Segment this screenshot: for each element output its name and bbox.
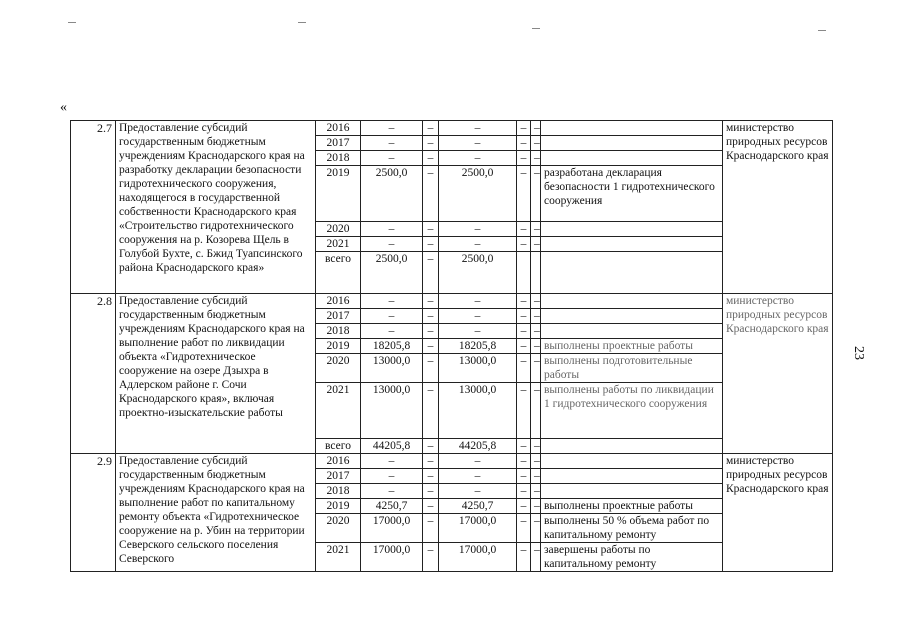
other-value: –	[531, 383, 541, 439]
result-cell: выполнены работы по ликвидации 1 гидротехнического сооружения	[541, 383, 723, 439]
other-value: –	[531, 166, 541, 222]
result-cell	[541, 294, 723, 309]
result-cell: выполнены 50 % объема работ по капитальному ремонту	[541, 514, 723, 543]
local-value: –	[517, 324, 531, 339]
local-value: –	[517, 339, 531, 354]
local-value: –	[517, 469, 531, 484]
regional-value: 4250,7	[439, 499, 517, 514]
other-value	[531, 252, 541, 294]
executor-cell: министерство природных ресурсов Краснодарского края	[723, 121, 833, 294]
year-cell: 2016	[316, 454, 361, 469]
total-value: –	[361, 294, 423, 309]
other-value: –	[531, 484, 541, 499]
local-value: –	[517, 383, 531, 439]
total-value: 4250,7	[361, 499, 423, 514]
year-cell: 2018	[316, 324, 361, 339]
federal-value: –	[423, 514, 439, 543]
activity-name: Предоставление субсидий государственным бюджетным учреждениям Краснодарского края на выполнение работ по ликвидации объекта «Гидротехническое сооружение на озере Дзыхра в Адлерском районе г. Сочи Краснодарского края», включая проектно-изыскательские работы	[116, 294, 316, 454]
other-value: –	[531, 354, 541, 383]
regional-value: 2500,0	[439, 252, 517, 294]
federal-value: –	[423, 309, 439, 324]
executor-cell: министерство природных ресурсов Краснодарского края	[723, 294, 833, 454]
activity-name: Предоставление субсидий государственным бюджетным учреждениям Краснодарского края на разработку декларации безопасности гидротехнического сооружения, находящегося в государственной собственности Краснодарского края «Строительство гидротехнического сооружения на р. Козорева Щель в Голубой Бухте, с. Бжид Туапсинского района Краснодарского края»	[116, 121, 316, 294]
scan-mark	[298, 22, 306, 23]
federal-value: –	[423, 121, 439, 136]
result-cell	[541, 252, 723, 294]
regional-value: 17000,0	[439, 543, 517, 572]
result-cell	[541, 121, 723, 136]
table-row	[71, 121, 833, 136]
year-cell: 2019	[316, 499, 361, 514]
local-value	[517, 252, 531, 294]
other-value: –	[531, 309, 541, 324]
other-value: –	[531, 499, 541, 514]
total-value: –	[361, 121, 423, 136]
federal-value: –	[423, 439, 439, 454]
regional-value: –	[439, 121, 517, 136]
federal-value: –	[423, 543, 439, 572]
regional-value: 44205,8	[439, 439, 517, 454]
result-cell	[541, 484, 723, 499]
regional-value: –	[439, 454, 517, 469]
local-value: –	[517, 151, 531, 166]
federal-value: –	[423, 454, 439, 469]
total-value: 13000,0	[361, 383, 423, 439]
year-cell: 2020	[316, 354, 361, 383]
federal-value: –	[423, 383, 439, 439]
regional-value: –	[439, 484, 517, 499]
other-value: –	[531, 439, 541, 454]
regional-value: –	[439, 222, 517, 237]
other-value: –	[531, 469, 541, 484]
year-cell: всего	[316, 252, 361, 294]
total-value: –	[361, 484, 423, 499]
year-cell: 2018	[316, 484, 361, 499]
local-value: –	[517, 543, 531, 572]
result-cell	[541, 151, 723, 166]
local-value: –	[517, 166, 531, 222]
federal-value: –	[423, 136, 439, 151]
result-cell: завершены работы по капитальному ремонту	[541, 543, 723, 572]
regional-value: 17000,0	[439, 514, 517, 543]
other-value: –	[531, 121, 541, 136]
result-cell: разработана декларация безопасности 1 гидротехнического сооружения	[541, 166, 723, 222]
total-value: –	[361, 469, 423, 484]
local-value: –	[517, 294, 531, 309]
federal-value: –	[423, 222, 439, 237]
federal-value: –	[423, 166, 439, 222]
federal-value: –	[423, 294, 439, 309]
other-value: –	[531, 237, 541, 252]
local-value: –	[517, 484, 531, 499]
total-value: –	[361, 222, 423, 237]
regional-value: 13000,0	[439, 354, 517, 383]
total-value: 2500,0	[361, 166, 423, 222]
total-value: –	[361, 324, 423, 339]
regional-value: 13000,0	[439, 383, 517, 439]
local-value: –	[517, 136, 531, 151]
local-value: –	[517, 237, 531, 252]
result-cell	[541, 469, 723, 484]
federal-value: –	[423, 354, 439, 383]
year-cell: всего	[316, 439, 361, 454]
year-cell: 2020	[316, 514, 361, 543]
total-value: 13000,0	[361, 354, 423, 383]
section-number: 2.9	[71, 454, 116, 572]
regional-value: –	[439, 151, 517, 166]
regional-value: –	[439, 469, 517, 484]
total-value: –	[361, 454, 423, 469]
result-cell	[541, 222, 723, 237]
regional-value: 2500,0	[439, 166, 517, 222]
open-quote-mark: «	[60, 100, 67, 115]
local-value: –	[517, 439, 531, 454]
other-value: –	[531, 222, 541, 237]
year-cell: 2021	[316, 237, 361, 252]
local-value: –	[517, 222, 531, 237]
result-cell: выполнены проектные работы	[541, 339, 723, 354]
result-cell	[541, 439, 723, 454]
result-cell: выполнены подготовительные работы	[541, 354, 723, 383]
section-number: 2.8	[71, 294, 116, 454]
total-value: 44205,8	[361, 439, 423, 454]
total-value: –	[361, 151, 423, 166]
local-value: –	[517, 354, 531, 383]
total-value: –	[361, 309, 423, 324]
table-row	[71, 454, 833, 469]
total-value: 18205,8	[361, 339, 423, 354]
other-value: –	[531, 339, 541, 354]
year-cell: 2017	[316, 136, 361, 151]
year-cell: 2017	[316, 469, 361, 484]
other-value: –	[531, 294, 541, 309]
year-cell: 2021	[316, 543, 361, 572]
federal-value: –	[423, 469, 439, 484]
year-cell: 2016	[316, 294, 361, 309]
year-cell: 2020	[316, 222, 361, 237]
other-value: –	[531, 454, 541, 469]
total-value: –	[361, 237, 423, 252]
scan-mark	[68, 22, 76, 23]
local-value: –	[517, 514, 531, 543]
regional-value: –	[439, 309, 517, 324]
local-value: –	[517, 121, 531, 136]
regional-value: –	[439, 237, 517, 252]
federal-value: –	[423, 484, 439, 499]
federal-value: –	[423, 339, 439, 354]
federal-value: –	[423, 151, 439, 166]
local-value: –	[517, 499, 531, 514]
activity-name: Предоставление субсидий государственным бюджетным учреждениям Краснодарского края на выполнение работ по капитальному ремонту объекта «Гидротехническое сооружение на р. Убин на территории Северского сельского поселения Северского	[116, 454, 316, 572]
total-value: 17000,0	[361, 514, 423, 543]
result-cell	[541, 454, 723, 469]
year-cell: 2018	[316, 151, 361, 166]
result-cell	[541, 237, 723, 252]
year-cell: 2019	[316, 166, 361, 222]
year-cell: 2017	[316, 309, 361, 324]
year-cell: 2021	[316, 383, 361, 439]
local-value: –	[517, 309, 531, 324]
other-value: –	[531, 514, 541, 543]
result-cell	[541, 309, 723, 324]
result-cell	[541, 324, 723, 339]
regional-value: –	[439, 324, 517, 339]
table-row	[71, 294, 833, 309]
local-value: –	[517, 454, 531, 469]
scan-mark	[532, 28, 540, 29]
federal-value: –	[423, 252, 439, 294]
executor-cell: министерство природных ресурсов Краснодарского края	[723, 454, 833, 572]
program-activities-table	[70, 120, 833, 572]
other-value: –	[531, 136, 541, 151]
total-value: 17000,0	[361, 543, 423, 572]
scan-mark	[818, 30, 826, 31]
page-number: 23	[851, 346, 866, 360]
other-value: –	[531, 324, 541, 339]
federal-value: –	[423, 237, 439, 252]
year-cell: 2016	[316, 121, 361, 136]
other-value: –	[531, 151, 541, 166]
section-number: 2.7	[71, 121, 116, 294]
other-value: –	[531, 543, 541, 572]
regional-value: –	[439, 136, 517, 151]
regional-value: –	[439, 294, 517, 309]
regional-value: 18205,8	[439, 339, 517, 354]
year-cell: 2019	[316, 339, 361, 354]
result-cell	[541, 136, 723, 151]
federal-value: –	[423, 499, 439, 514]
total-value: –	[361, 136, 423, 151]
result-cell: выполнены проектные работы	[541, 499, 723, 514]
federal-value: –	[423, 324, 439, 339]
total-value: 2500,0	[361, 252, 423, 294]
